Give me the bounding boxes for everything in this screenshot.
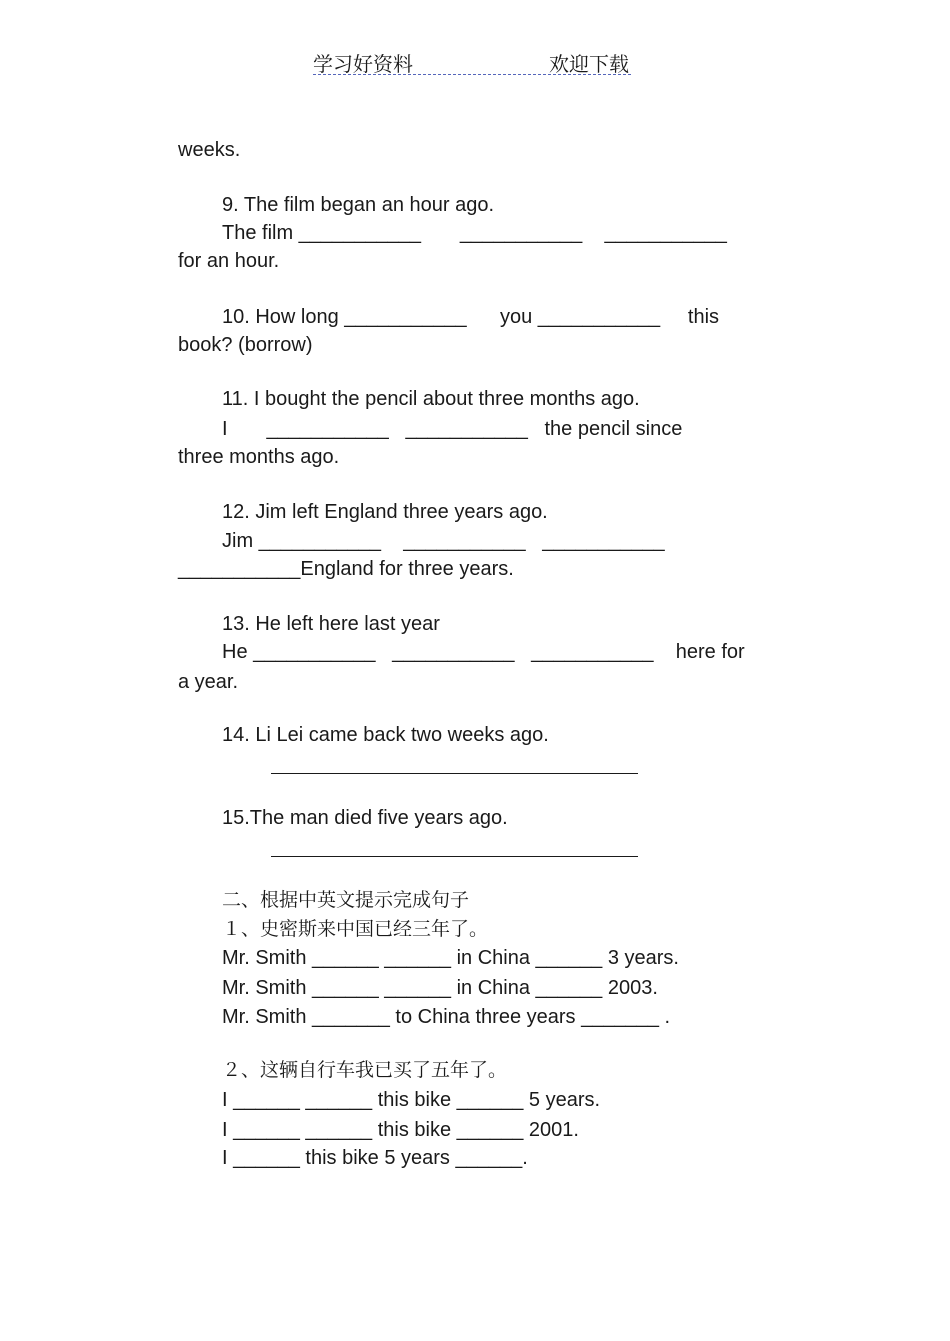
s2-q2-sentence-b: I ______ ______ this bike ______ 2001. <box>222 1119 579 1141</box>
q11-prompt: 11. I bought the pencil about three months ago. <box>222 388 640 410</box>
q14-prompt: 14. Li Lei came back two weeks ago. <box>222 724 549 746</box>
q9-answer: The film ___________ ___________ ___________ <box>222 222 727 244</box>
q14-answer-line <box>271 773 638 774</box>
s2-q2-prompt: ２、这辆自行车我已买了五年了。 <box>222 1059 508 1081</box>
page-header <box>313 46 631 75</box>
q13-continuation: a year. <box>178 671 239 693</box>
q11-continuation: three months ago. <box>178 446 340 468</box>
s2-q1-prompt: １、史密斯来中国已经三年了。 <box>222 918 489 940</box>
s2-q1-sentence-b: Mr. Smith ______ ______ in China ______ 2003. <box>222 977 658 999</box>
s2-q2-sentence-c: I ______ this bike 5 years ______. <box>222 1147 528 1169</box>
header-left-text: 学习好资料 <box>313 52 413 76</box>
q10-answer: 10. How long ___________ you ___________ this <box>222 306 720 328</box>
section2-title: 二、根据中英文提示完成句子 <box>222 889 470 911</box>
q13-answer: He ___________ ___________ ___________ here for <box>222 641 745 663</box>
q12-continuation: ___________England for three years. <box>178 558 514 580</box>
q11-answer: I ___________ ___________ the pencil since <box>222 418 683 440</box>
s2-q1-sentence-a: Mr. Smith ______ ______ in China ______ 3 years. <box>222 947 679 969</box>
q9-prompt: 9. The film began an hour ago. <box>222 194 495 216</box>
q13-prompt: 13. He left here last year <box>222 613 440 635</box>
q12-prompt: 12. Jim left England three years ago. <box>222 501 548 523</box>
q9-continuation: for an hour. <box>178 250 280 272</box>
text-weeks: weeks. <box>178 139 241 161</box>
q10-continuation: book? (borrow) <box>178 334 313 356</box>
q12-answer: Jim ___________ ___________ ___________ <box>222 530 665 552</box>
s2-q1-sentence-c: Mr. Smith _______ to China three years _______ . <box>222 1006 671 1028</box>
s2-q2-sentence-a: I ______ ______ this bike ______ 5 years. <box>222 1089 601 1111</box>
q15-prompt: 15.The man died five years ago. <box>222 807 508 829</box>
header-right-text: 欢迎下载 <box>549 52 629 76</box>
q15-answer-line <box>271 856 638 857</box>
